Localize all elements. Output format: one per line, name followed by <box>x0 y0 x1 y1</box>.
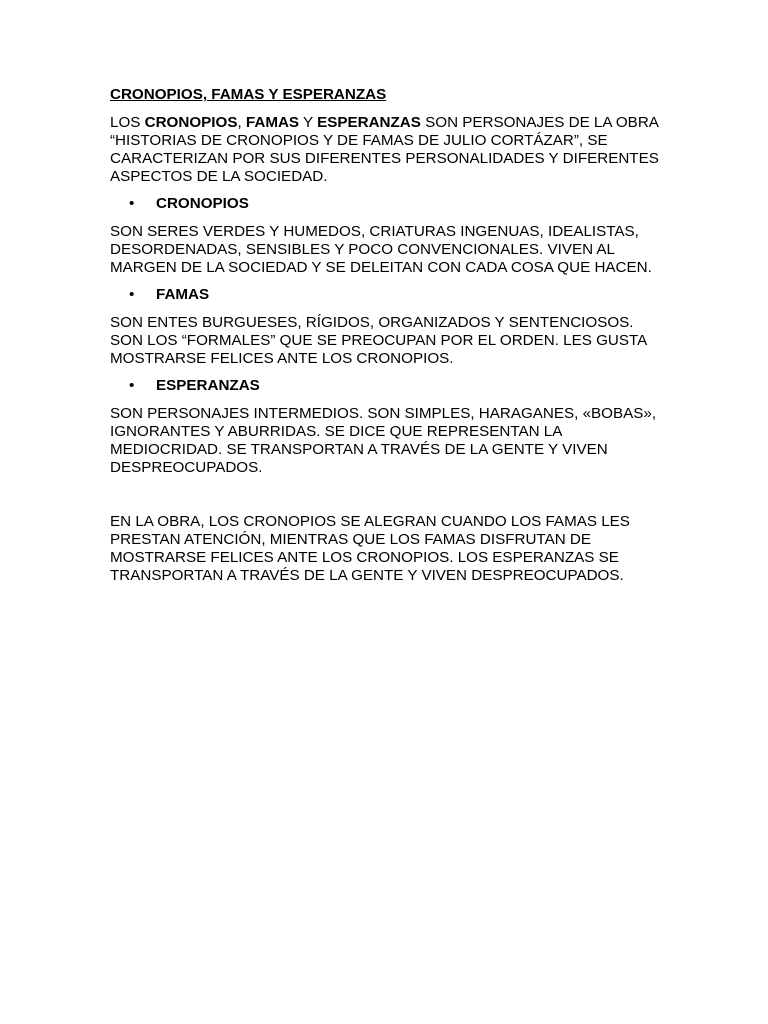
bullet-icon: • <box>129 286 135 303</box>
bullet-cronopios <box>110 195 670 213</box>
intro-bold-esperanzas: ESPERANZAS <box>317 114 421 131</box>
intro-bold-famas: FAMAS <box>245 114 300 131</box>
section-text-esperanzas: SON PERSONAJES INTERMEDIOS. SON SIMPLES, HARAGANES, «BOBAS», IGNORANTES Y ABURRIDAS. SE DICE QUE REPRESENTAN LA MEDIOCRIDAD. SE TRANSPORTAN A TRAVÉS DE LA GENTE Y VIVEN DESPREOCUPADOS. <box>110 405 657 476</box>
intro-bold-cronopios: CRONOPIOS <box>144 114 238 131</box>
document-title: CRONOPIOS, FAMAS Y ESPERANZAS <box>110 86 387 103</box>
intro-text-4: SON PERSONAJES DE LA OBRA “HISTORIAS DE CRONOPIOS Y DE FAMAS DE JULIO CORTÁZAR”, SE CARACTERIZAN POR SUS DIFERENTES PERSONALIDADES Y DIFERENTES ASPECTOS DE LA SOCIEDAD. <box>110 114 659 185</box>
intro-paragraph <box>110 114 670 186</box>
intro-text-1: LOS <box>110 114 145 131</box>
section-text-famas: SON ENTES BURGUESES, RÍGIDOS, ORGANIZADOS Y SENTENCIOSOS. SON LOS “FORMALES” QUE SE PREOCUPAN POR EL ORDEN. LES GUSTA MOSTRARSE FELICES ANTE LOS CRONOPIOS. <box>110 314 647 367</box>
conclusion-paragraph: EN LA OBRA, LOS CRONOPIOS SE ALEGRAN CUANDO LOS FAMAS LES PRESTAN ATENCIÓN, MIENTRAS QUE LOS FAMAS DISFRUTAN DE MOSTRARSE FELICES ANTE LOS CRONOPIOS. LOS ESPERANZAS SE TRANSPORTAN A TRAVÉS DE LA GENTE Y VIVEN DESPREOCUPADOS. <box>110 513 630 584</box>
document-body <box>110 86 670 594</box>
bullet-icon: • <box>129 377 135 394</box>
section-heading-famas: FAMAS <box>156 286 210 303</box>
intro-text-2: , <box>237 114 246 131</box>
section-heading-cronopios: CRONOPIOS <box>156 195 249 212</box>
blank-line <box>110 486 670 513</box>
section-heading-esperanzas: ESPERANZAS <box>156 377 260 394</box>
bullet-famas <box>110 286 670 304</box>
bullet-esperanzas <box>110 377 670 395</box>
intro-text-3: Y <box>299 114 318 131</box>
bullet-icon: • <box>129 195 135 212</box>
section-text-cronopios: SON SERES VERDES Y HUMEDOS, CRIATURAS INGENUAS, IDEALISTAS, DESORDENADAS, SENSIBLES Y POCO CONVENCIONALES. VIVEN AL MARGEN DE LA SOCIEDAD Y SE DELEITAN CON CADA COSA QUE HACEN. <box>110 223 652 276</box>
